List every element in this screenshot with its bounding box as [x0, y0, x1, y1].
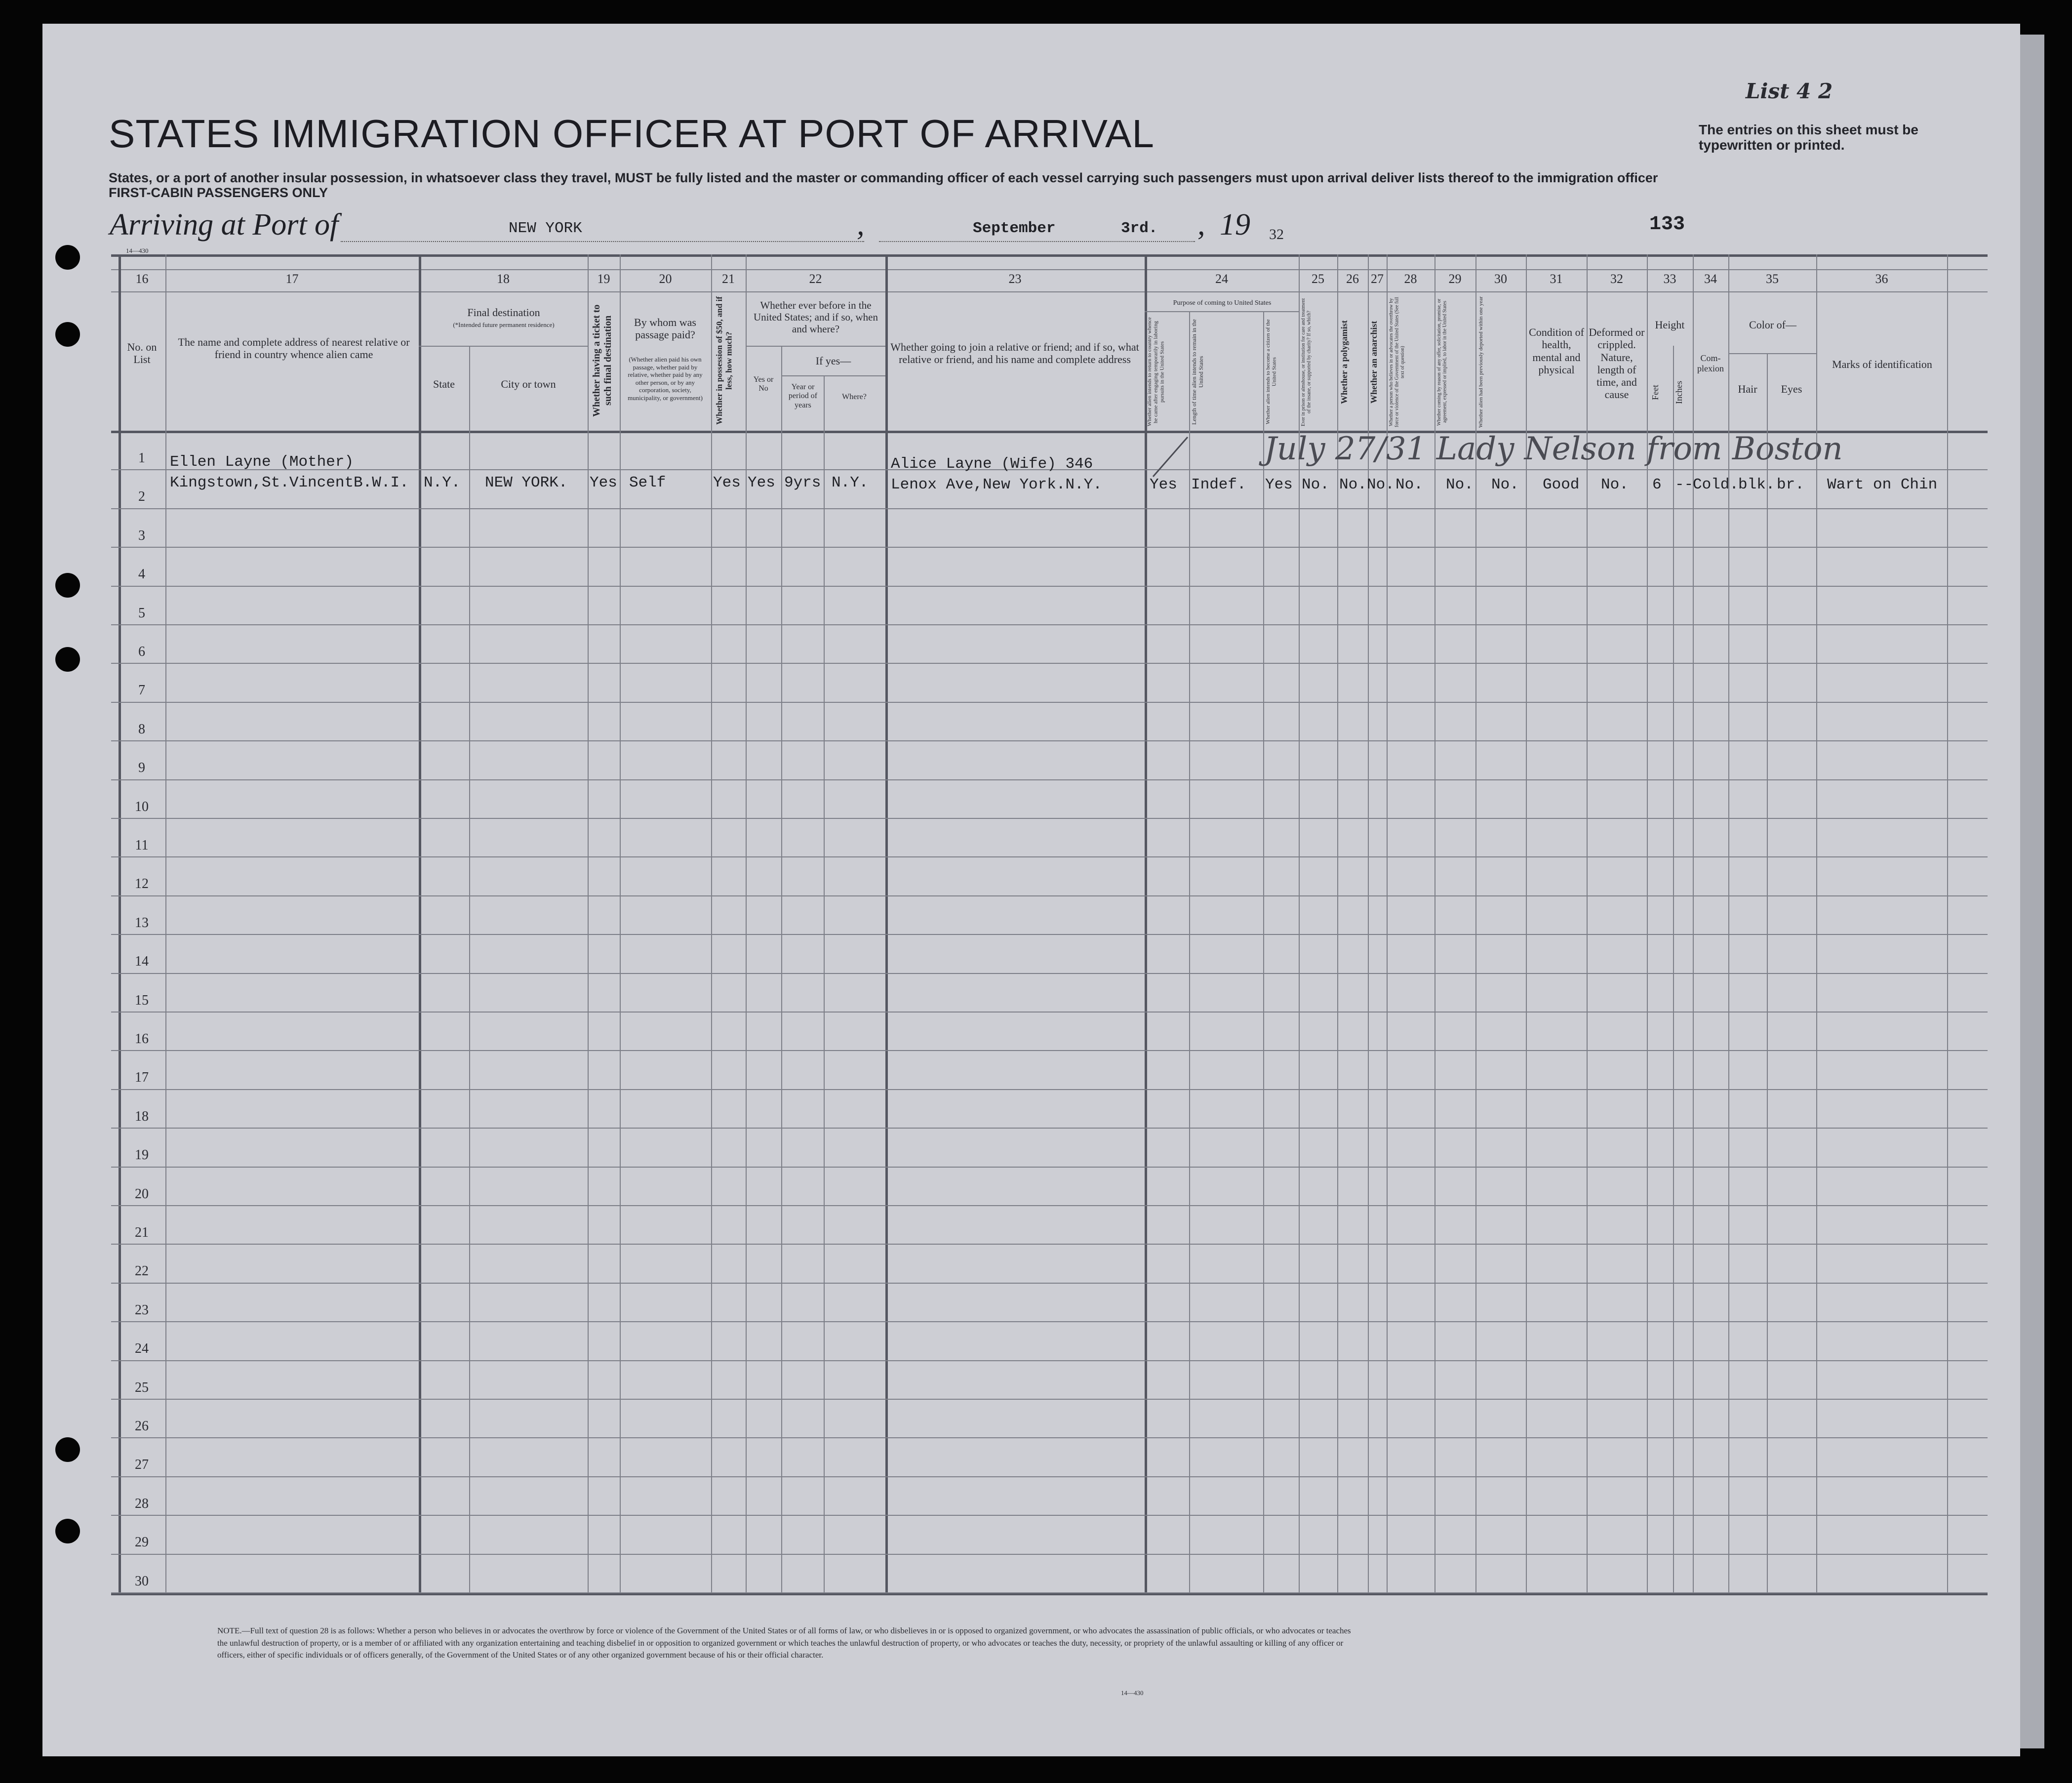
ticket-value: Yes — [590, 474, 617, 491]
row-number: 6 — [138, 644, 145, 659]
header-height: Height — [1655, 319, 1685, 331]
anarchist-value: No. — [1367, 476, 1395, 493]
header-where: Where? — [842, 393, 867, 401]
row-rule — [111, 663, 1988, 664]
header-possession-50: Whether in possession of $50, and if less, how much? — [715, 296, 734, 425]
row-rule — [111, 1476, 1988, 1477]
column-number: 25 — [1312, 272, 1324, 286]
row-rule — [111, 1089, 1988, 1090]
column-number: 34 — [1704, 272, 1717, 286]
complexion-value: Cold. — [1693, 476, 1739, 493]
column-number: 29 — [1448, 272, 1462, 286]
column-number: 21 — [722, 272, 735, 286]
header-hair: Hair — [1738, 383, 1757, 395]
row-rule — [111, 1592, 1988, 1593]
header-before-in-us: Whether ever before in the United States; and if so, when and where? — [754, 299, 878, 335]
column-number: 16 — [135, 272, 149, 286]
row-rule — [111, 818, 1988, 819]
page-subtitle: States, or a port of another insular possession, in whatsoever class they travel, MUST be fully listed and the master or commanding officer of each vessel carrying such passengers must upon arrival deliver lists thereof to the immigration officer — [109, 170, 1658, 185]
column-number: 24 — [1215, 272, 1228, 286]
footer-note: NOTE.—Full text of question 28 is as follows: Whether a person who believes in or advocates the overthrow by force or violence of the Government of the United States or of all forms of law, or who disbelieves in or is opposed to organized government, or who advocates the assassination of public officials, or who advocates or teaches the unlawful destruction of property, or is a member of or affiliated with any organization entertaining and teaching disbelief in or opposition to organized government or which teaches the unlawful destruction of property, or who advocates or teaches the duty, necessity, or propriety of the unlawful assaulting or killing of any officer or officers, either of specific individuals or of officers generally, of the Government of the United States or of any other organized government because of his or their official character. — [217, 1626, 1351, 1660]
punch-hole — [55, 573, 80, 598]
row-number: 7 — [138, 683, 145, 698]
header-state: State — [433, 378, 455, 390]
form-number-top: 14—430 — [126, 247, 149, 254]
punch-hole — [55, 1519, 80, 1543]
row-number: 25 — [135, 1380, 149, 1395]
marks-value: Wart on Chin — [1827, 476, 1938, 493]
row-rule — [111, 1167, 1988, 1168]
header-prison: Ever in prison or almshouse, or institution for care and treatment of the insane, or supported by charity? If so, which? — [1301, 298, 1312, 426]
destination-state: N.Y. — [424, 474, 461, 491]
row-number: 11 — [135, 838, 149, 853]
row-rule — [111, 1321, 1988, 1322]
row-number: 20 — [135, 1186, 149, 1202]
header-passage-paid: By whom was passage paid? — [634, 316, 696, 341]
overthrow-value: No. — [1395, 476, 1423, 493]
header-citizen-intent: Whether alien intends to become a citizen of the United States — [1265, 319, 1277, 425]
header-years: Year or period of years — [788, 383, 818, 409]
row-number: 27 — [135, 1457, 149, 1472]
row-number: 21 — [135, 1225, 149, 1240]
polygamist-value: No. — [1339, 476, 1367, 493]
row-number: 5 — [138, 606, 145, 621]
header-yes-or-no: Yes or No — [753, 375, 774, 393]
row-number: 24 — [135, 1341, 149, 1356]
return-intent-value: Yes — [1150, 476, 1177, 493]
column-number: 28 — [1404, 272, 1417, 286]
row-rule — [111, 586, 1988, 587]
year-suffix: 32 — [1269, 226, 1284, 243]
row-number: 16 — [135, 1031, 149, 1047]
relative-address: Kingstown,St.VincentB.W.I. — [170, 474, 409, 491]
column-number: 32 — [1610, 272, 1623, 286]
day-value: 3rd. — [1121, 220, 1158, 237]
form-number: 14—430 — [1121, 1689, 1144, 1697]
column-number: 35 — [1766, 272, 1779, 286]
port-value: NEW YORK — [509, 220, 582, 237]
column-number: 23 — [1008, 272, 1022, 286]
row-rule — [111, 1050, 1988, 1051]
punch-hole — [55, 647, 80, 672]
header-if-yes: If yes— — [815, 355, 851, 367]
row-rule — [111, 1283, 1988, 1284]
column-number: 20 — [659, 272, 672, 286]
row-rule — [111, 1012, 1988, 1013]
row-number: 18 — [135, 1109, 149, 1124]
header-anarchist: Whether an anarchist — [1369, 321, 1379, 404]
destination-city: NEW YORK. — [485, 474, 568, 491]
row-rule — [111, 934, 1988, 935]
row-rule — [111, 740, 1988, 741]
row-rule — [111, 973, 1988, 974]
health-value: Good — [1543, 476, 1580, 493]
row-rule — [111, 1205, 1988, 1206]
row-number: 12 — [135, 876, 149, 892]
column-number: 17 — [285, 272, 299, 286]
hair-value: blk. — [1738, 476, 1775, 493]
header-no-on-list: No. on List — [127, 341, 157, 366]
row-number: 28 — [135, 1496, 149, 1511]
row-number: 23 — [135, 1302, 149, 1318]
header-feet: Feet — [1650, 385, 1660, 401]
header-color-of: Color of— — [1749, 319, 1796, 331]
header-ticket: Whether having a ticket to such final destination — [591, 304, 613, 417]
has-50-value: Yes — [713, 474, 741, 491]
inches-value: -- — [1675, 476, 1694, 493]
passage-paid-value: Self — [629, 474, 666, 491]
header-final-destination-note: (*Intended future permanent residence) — [453, 321, 555, 328]
row-rule — [111, 1554, 1988, 1555]
column-number: 30 — [1494, 272, 1507, 286]
row-number: 30 — [135, 1574, 149, 1589]
row-number: 26 — [135, 1418, 149, 1434]
citizen-intent-value: Yes — [1265, 476, 1293, 493]
row-number: 15 — [135, 993, 149, 1008]
header-polygamist: Whether a polygamist — [1339, 320, 1349, 404]
header-eyes: Eyes — [1781, 383, 1802, 395]
labor-offer-value: No. — [1446, 476, 1474, 493]
header-purpose: Purpose of coming to United States — [1173, 299, 1272, 307]
row-rule — [111, 1399, 1988, 1400]
header-marks: Marks of identification — [1832, 358, 1932, 370]
row-rule — [111, 702, 1988, 703]
header-health: Condition of health, mental and physical — [1529, 326, 1584, 376]
row-rule — [111, 1128, 1988, 1129]
page-title: STATES IMMIGRATION OFFICER AT PORT OF ARRIVAL — [109, 112, 1155, 156]
column-number: 27 — [1371, 272, 1384, 286]
arriving-label: Arriving at Port of — [110, 208, 339, 242]
header-deformed: Deformed or crippled. Nature, length of time, and cause — [1589, 326, 1645, 401]
header-nearest-relative: The name and complete address of nearest relative or friend in country whence alien came — [178, 336, 410, 361]
relative-name: Ellen Layne (Mother) — [170, 453, 354, 471]
row-number: 13 — [135, 915, 149, 931]
punch-hole — [55, 322, 80, 347]
row-rule — [111, 1515, 1988, 1516]
row-rule — [111, 508, 1988, 509]
row-rule — [111, 895, 1988, 896]
header-return-intent: Whether alien intends to return to country whence he came after engaging temporarily in laboring pursuits in the United States — [1147, 317, 1165, 427]
row-number: 29 — [135, 1535, 149, 1550]
column-number: 26 — [1346, 272, 1359, 286]
row-rule — [111, 547, 1988, 548]
row-number: 17 — [135, 1070, 149, 1085]
punch-hole — [55, 1437, 80, 1462]
header-overthrow: Whether a person who believes in or advocates the overthrow by force or violence of the Government of the United States (See full text of question) — [1389, 296, 1405, 428]
row-number: 8 — [138, 722, 145, 737]
before-in-us-value: Yes — [748, 474, 775, 491]
join-relative-address: Lenox Ave,New York.N.Y. — [891, 476, 1102, 493]
list-number: List 4 2 — [1746, 79, 1833, 103]
row-number: 22 — [135, 1263, 149, 1279]
row-rule — [111, 1360, 1988, 1361]
typewritten-note: The entries on this sheet must be typewritten or printed. — [1699, 122, 1918, 153]
row-number: 10 — [135, 799, 149, 814]
header-length-of-stay: Length of time alien intends to remain in the United States — [1191, 319, 1204, 425]
row-number: 1 — [138, 450, 145, 466]
column-number: 22 — [809, 272, 822, 286]
comma-separator: , — [1197, 208, 1205, 242]
page-number: 133 — [1649, 213, 1685, 236]
header-deported: Whether alien had been previously deported within one year — [1478, 296, 1484, 428]
feet-value: 6 — [1652, 476, 1662, 493]
header-join-relative: Whether going to join a relative or friend; and if so, what relative or friend, and his name and complete address — [890, 341, 1139, 366]
class-line: FIRST-CABIN PASSENGERS ONLY — [109, 185, 328, 200]
deported-value: No. — [1491, 476, 1519, 493]
row-rule — [111, 624, 1988, 625]
row-number: 4 — [138, 567, 145, 582]
column-number: 19 — [597, 272, 610, 286]
row-rule — [111, 1437, 1988, 1438]
row-rule — [111, 1244, 1988, 1245]
eyes-value: br. — [1777, 476, 1804, 493]
row-number: 2 — [138, 489, 145, 504]
header-inches: Inches — [1674, 381, 1684, 405]
row-number: 3 — [138, 528, 145, 543]
deformed-value: No. — [1601, 476, 1629, 493]
punch-hole — [55, 245, 80, 270]
row-number: 9 — [138, 760, 145, 775]
column-number: 31 — [1550, 272, 1563, 286]
row-rule — [111, 856, 1988, 857]
header-passage-paid-note: (Whether alien paid his own passage, whether paid by relative, whether paid by any other person, or by any corporation, society, municipality, or government) — [628, 356, 703, 402]
month-value: September — [973, 220, 1056, 237]
column-number: 18 — [497, 272, 510, 286]
check-mark — [1151, 432, 1190, 482]
years-value: 9yrs — [784, 474, 821, 491]
row-number: 19 — [135, 1147, 149, 1163]
column-number: 33 — [1663, 272, 1676, 286]
where-value: N.Y. — [832, 474, 869, 491]
handwritten-annotation: July 27/31 Lady Nelson from Boston — [1264, 431, 1843, 467]
header-labor-offer: Whether coming by reason of any offer, solicitation, promise, or agreement, expressed or implied, to labor in the United States — [1436, 298, 1448, 426]
prison-value: No. — [1302, 476, 1329, 493]
row-number: 14 — [135, 954, 149, 969]
header-final-destination: Final destination — [467, 306, 540, 319]
column-number: 36 — [1875, 272, 1888, 286]
join-relative-name: Alice Layne (Wife) 346 — [891, 455, 1093, 473]
length-of-stay-value: Indef. — [1191, 476, 1246, 493]
comma-separator: , — [857, 208, 865, 242]
row-rule — [111, 779, 1988, 780]
year-prefix: 19 — [1220, 208, 1250, 242]
header-complexion: Com-plexion — [1697, 353, 1724, 373]
header-city: City or town — [501, 378, 556, 390]
